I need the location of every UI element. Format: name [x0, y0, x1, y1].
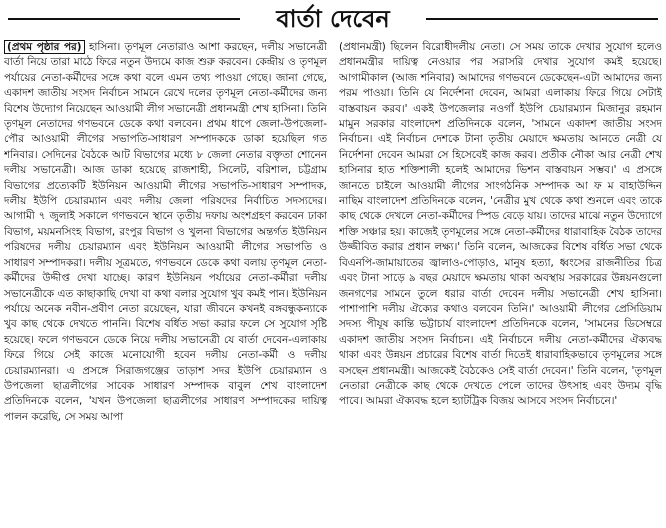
headline-rule-left — [8, 18, 240, 20]
headline-title: বার্তা দেবেন — [264, 3, 401, 35]
article-columns — [4, 40, 662, 526]
headline-bar — [0, 0, 666, 38]
article-column-left — [4, 40, 327, 526]
article-column-right — [339, 40, 662, 526]
article-paragraph — [4, 40, 327, 425]
article-text-left: হাসিনা। তৃণমূল নেতারাও আশা করছেন, দলীয় সভানেত্রী বার্তা নিয়ে তারা মাঠে ফিরে নতুন উদ্যমে কাজ শুরু করবেন। কেন্দ্রীয় ও তৃণমূল পর্যায়ের নেতা-কর্মীদের সঙ্গে কথা বলে এমন তথ্য পাওয়া গেছে। জানা গেছে, একাদশ জাতীয় সংসদ নির্বাচন সামনে রেখে দলের তৃণমূল নেতা-কর্মীদের জন্য বিশেষ উদ্যোগ নিয়েছেন আওয়ামী লীগ সভানেত্রী প্রধানমন্ত্রী শেখ হাসিনা। তিনি তৃণমূল নেতাদের গণভবনে ডেকে কথা বলবেন। প্রথম ধাপে জেলা-উপজেলা-পৌর আওয়ামী লীগের সভাপতি-সাধারণ সম্পাদককে ডাকা হয়েছিল গত শনিবার। সেদিনের বৈঠকে আট বিভাগের মধ্যে ৮ জেলা নেতার বক্তৃতা শোনেন দলীয় সভানেত্রী। আজ ডাকা হয়েছে রাজশাহী, সিলেট, বরিশাল, চট্টগ্রাম বিভাগের প্রত্যেকটি ইউনিয়ন আওয়ামী লীগের সভাপতি-সাধারণ সম্পাদক, দলীয় ইউপি চেয়ারম্যান এবং দলীয় জেলা পরিষদের নির্বাচিত সদস্যদের। আগামী ৭ জুলাই সকালে গণভবনে স্থানে তৃতীয় দফায় অংশগ্রহণ করবেন ঢাকা বিভাগ, ময়মনসিংহ বিভাগ, রংপুর বিভাগ ও খুলনা বিভাগের অন্তর্গত ইউনিয়ন পরিষদের দলীয় চেয়ারম্যান এবং ইউনিয়ন আওয়ামী লীগের সভাপতি ও সাধারণ সম্পাদকরা। দলীয় সূত্রমতে, গণভবনে ডেকে কথা বলায় তৃণমূল নেতা-কর্মীদের উদ্দীপ্ত দেখা যাচ্ছে। কারণ ইউনিয়ন পর্যায়ের নেতা-কর্মীরা দলীয় সভানেত্রীকে এত কাছাকাছি দেখা বা কথা বলার সুযোগ খুব কমই পান। ইউনিয়ন পর্যায়ে অনেক নবীন-প্রবীণ নেতা রয়েছেন, যারা জীবনে কখনই বঙ্গবন্ধুকন্যাকে খুব কাছ থেকে দেখতে পাননি। বিশেষ বর্ধিত সভা করার ফলে সে সুযোগ সৃষ্টি হয়েছে। ফলে গণভবনে ডেকে নিয়ে দলীয় সভানেত্রী যে বার্তা দেবেন-এলাকায় ফিরে গিয়ে সেই কাজে মনোযোগী হবেন দলীয় নেতা-কর্মী ও দলীয় চেয়ারম্যানরা। এ প্রসঙ্গে সিরাজগঞ্জের তাড়াশ সদর ইউপি চেয়ারম্যান ও উপজেলা ছাত্রলীগের সাবেক সাধারণ সম্পাদক বাবুল শেখ বাংলাদেশ প্রতিদিনকে বলেন, 'যখন উপজেলা ছাত্রলীগের সাধারণ সম্পাদকের দায়িত্ব পালন করেছি, সে সময় আপা — [4, 41, 327, 423]
article-text-right: (প্রধানমন্ত্রী) ছিলেন বিরোধীদলীয় নেতা। সে সময় তাকে দেখার সুযোগ হলেও প্রধানমন্ত্রীর দায়িত্ব নেওয়ার পর সরাসরি দেখার সুযোগ কমই হয়েছে। আগামীকাল (আজ শনিবার) আমাদের গণভবনে ডেকেছেন-এটা আমাদের জন্য পরম পাওয়া। তিনি যে নির্দেশনা দেবেন, আমরা এলাকায় ফিরে গিয়ে সেটাই বাস্তবায়ন করব।' একই উপজেলার নওগাঁ ইউপি চেয়ারম্যান মিজানুর রহমান মামুন সরকার বাংলাদেশ প্রতিদিনকে বলেন, 'সামনে একাদশ জাতীয় সংসদ নির্বাচন। এই নির্বাচন দেশকে টানা তৃতীয় মেয়াদে ক্ষমতায় আনতে নেত্রী যে নির্দেশনা দেবেন আমরা সে হিসেবেই কাজ করব। প্রতীক নৌকা আর নেত্রী শেখ হাসিনার হাত শক্তিশালী হলেই আমাদের ভিশন বাস্তবায়ন সম্ভব।' এ প্রসঙ্গে জানতে চাইলে আওয়ামী লীগের সাংগঠনিক সম্পাদক আ ফ ম বাহাউদ্দিন নাছিম বাংলাদেশ প্রতিদিনকে বলেন, 'নেত্রীর মুখ থেকে কথা শুনলে এবং তাকে কাছ থেকে দেখলে নেতা-কর্মীদের স্পিড বেড়ে যায়। তাদের মাঝে নতুন উদ্যোগে শক্তি সঞ্চার হয়। কাজেই তৃণমূলের সঙ্গে নেতা-কর্মীদের ধারাবাহিক বৈঠক তাদের উজ্জীবিত করার প্রধান লক্ষ্য।' তিনি বলেন, আজকের বিশেষ বর্ধিত সভা থেকে বিএনপি-জামায়াতের জ্বালাও-পোড়াও, মানুষ হত্যা, ধ্বংসের রাজনীতির চিত্র এবং টানা সাড়ে ৯ বছর মেয়াদে ক্ষমতায় থাকা অবস্থায় সরকারের উন্নয়নগুলো জনগণের সামনে তুলে ধরার বার্তা দেবেন দলীয় সভানেত্রী শেখ হাসিনা। পাশাপাশি দলীয় ঐক্যের কথাও বলবেন তিনি।' আওয়ামী লীগের প্রেসিডিয়াম সদস্য পীযূষ কান্তি ভট্টাচার্য বাংলাদেশ প্রতিদিনকে বলেন, 'সামনের ডিসেম্বরে একাদশ জাতীয় সংসদ নির্বাচন। এই নির্বাচনে দলীয় নেতা-কর্মীদের ঐক্যবদ্ধ থাকা এবং উন্নয়ন প্রচারের বিশেষ বার্তা দিতেই ধারাবাহিকভাবে তৃণমূলের সঙ্গে বসছেন প্রধানমন্ত্রী। আজকেই বৈঠকেও সেই বার্তা দেবেন।' তিনি বলেন, 'তৃণমূল নেতারা নেত্রীকে কাছ থেকে দেখতে পেলে তাদের উৎসাহ এবং উদ্যম বৃদ্ধি পাবে। আমরা ঐক্যবদ্ধ হলে হ্যাটট্রিক বিজয় আসবে সংসদ নির্বাচনে।' — [339, 41, 662, 408]
headline-rule-right — [426, 18, 658, 20]
continuation-label: (প্রথম পৃষ্ঠার পর) — [4, 40, 85, 54]
